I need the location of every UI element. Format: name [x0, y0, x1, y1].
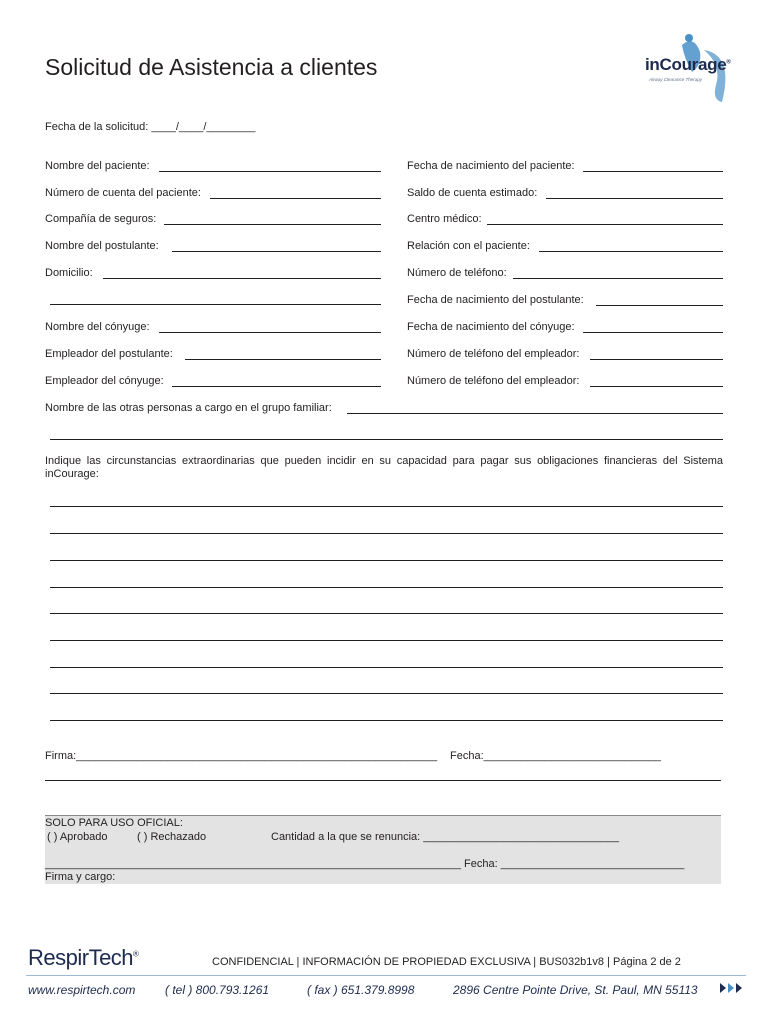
field-empleador-conyuge[interactable] [172, 386, 381, 387]
footer-address: 2896 Centre Pointe Drive, St. Paul, MN 55113 [453, 983, 698, 997]
answer-line[interactable] [50, 693, 723, 694]
incourage-logo [642, 30, 742, 105]
page-title: Solicitud de Asistencia a clientes [45, 54, 378, 80]
label-numero-cuenta: Número de cuenta del paciente: [45, 187, 201, 199]
circunstancias-prompt: Indique las circunstancias extraordinarias que pueden incidir en su capacidad para pagar sus obligaciones financieras del Sistema inCourage: [45, 455, 723, 480]
official-heading: SOLO PARA USO OFICIAL: [45, 817, 183, 829]
field-saldo-cuenta[interactable] [546, 198, 723, 199]
label-fecha-nac-paciente: Fecha de nacimiento del paciente: [407, 160, 575, 172]
field-fecha-nac-paciente[interactable] [583, 171, 723, 172]
firma-cargo-label: Firma y cargo: [45, 871, 116, 883]
label-nombre-conyuge: Nombre del cónyuge: [45, 321, 150, 333]
cantidad-field[interactable]: Cantidad a la que se renuncia: ________________________________ [271, 831, 620, 843]
field-empleador-postulante[interactable] [185, 359, 381, 360]
field-fecha-nac-conyuge[interactable] [583, 332, 723, 333]
field-fecha-nac-postulante[interactable] [596, 305, 723, 306]
label-compania-seguros: Compañía de seguros: [45, 213, 157, 225]
respirtech-logo: RespirTech® [28, 945, 139, 970]
field-nombre-postulante[interactable] [172, 251, 381, 252]
label-tel-empleador-2: Número de teléfono del empleador: [407, 375, 580, 387]
answer-line[interactable] [50, 640, 723, 641]
label-numero-telefono: Número de teléfono: [407, 267, 507, 279]
label-saldo-cuenta: Saldo de cuenta estimado: [407, 187, 538, 199]
field-nombre-conyuge[interactable] [159, 332, 381, 333]
field-centro-medico[interactable] [487, 224, 723, 225]
answer-line[interactable] [50, 560, 723, 561]
rechazado-checkbox[interactable]: ( ) Rechazado [137, 831, 207, 843]
answer-line[interactable] [50, 667, 723, 668]
field-relacion-paciente[interactable] [539, 251, 723, 252]
field-domicilio[interactable] [103, 278, 381, 279]
official-signature-date-line[interactable]: ____________________________________________________________________ Fecha: ______________________________ [45, 858, 685, 870]
fecha-solicitud[interactable]: Fecha de la solicitud: ____/____/________ [45, 121, 256, 133]
firma-field[interactable]: Firma:___________________________________________________________ [45, 750, 438, 762]
field-otras-personas[interactable] [347, 413, 723, 414]
field-domicilio-2[interactable] [50, 304, 381, 305]
label-relacion-paciente: Relación con el paciente: [407, 240, 530, 252]
footer-confidential: CONFIDENCIAL | INFORMACIÓN DE PROPIEDAD EXCLUSIVA | BUS032b1v8 | Página 2 de 2 [212, 956, 681, 968]
label-fecha-nac-conyuge: Fecha de nacimiento del cónyuge: [407, 321, 575, 333]
footer-fax: ( fax ) 651.379.8998 [307, 983, 415, 997]
fecha-firma-field[interactable]: Fecha:_____________________________ [450, 750, 662, 762]
answer-line[interactable] [50, 506, 723, 507]
aprobado-checkbox[interactable]: ( ) Aprobado [47, 831, 108, 843]
label-fecha-nac-postulante: Fecha de nacimiento del postulante: [407, 294, 584, 306]
label-empleador-conyuge: Empleador del cónyuge: [45, 375, 164, 387]
label-nombre-paciente: Nombre del paciente: [45, 160, 150, 172]
label-centro-medico: Centro médico: [407, 213, 482, 225]
answer-line[interactable] [50, 720, 723, 721]
label-otras-personas: Nombre de las otras personas a cargo en el grupo familiar: [45, 402, 332, 414]
separator-line [45, 780, 721, 781]
footer-website[interactable]: www.respirtech.com [28, 983, 136, 997]
label-domicilio: Domicilio: [45, 267, 93, 279]
field-compania-seguros[interactable] [164, 224, 381, 225]
field-nombre-paciente[interactable] [159, 171, 381, 172]
answer-line[interactable] [50, 587, 723, 588]
footer-phone: ( tel ) 800.793.1261 [165, 983, 270, 997]
logo-tagline: Airway Clearance Therapy [649, 77, 703, 82]
footer-rule [26, 975, 746, 976]
logo-brand: inCourage® [645, 55, 731, 74]
field-numero-cuenta[interactable] [210, 198, 381, 199]
label-empleador-postulante: Empleador del postulante: [45, 348, 173, 360]
field-otras-personas-2[interactable] [50, 439, 723, 440]
answer-line[interactable] [50, 533, 723, 534]
label-tel-empleador-1: Número de teléfono del empleador: [407, 348, 580, 360]
arrows-icon [720, 981, 746, 1000]
field-tel-empleador-1[interactable] [590, 359, 723, 360]
field-numero-telefono[interactable] [513, 278, 723, 279]
field-tel-empleador-2[interactable] [590, 386, 723, 387]
label-nombre-postulante: Nombre del postulante: [45, 240, 159, 252]
answer-line[interactable] [50, 613, 723, 614]
